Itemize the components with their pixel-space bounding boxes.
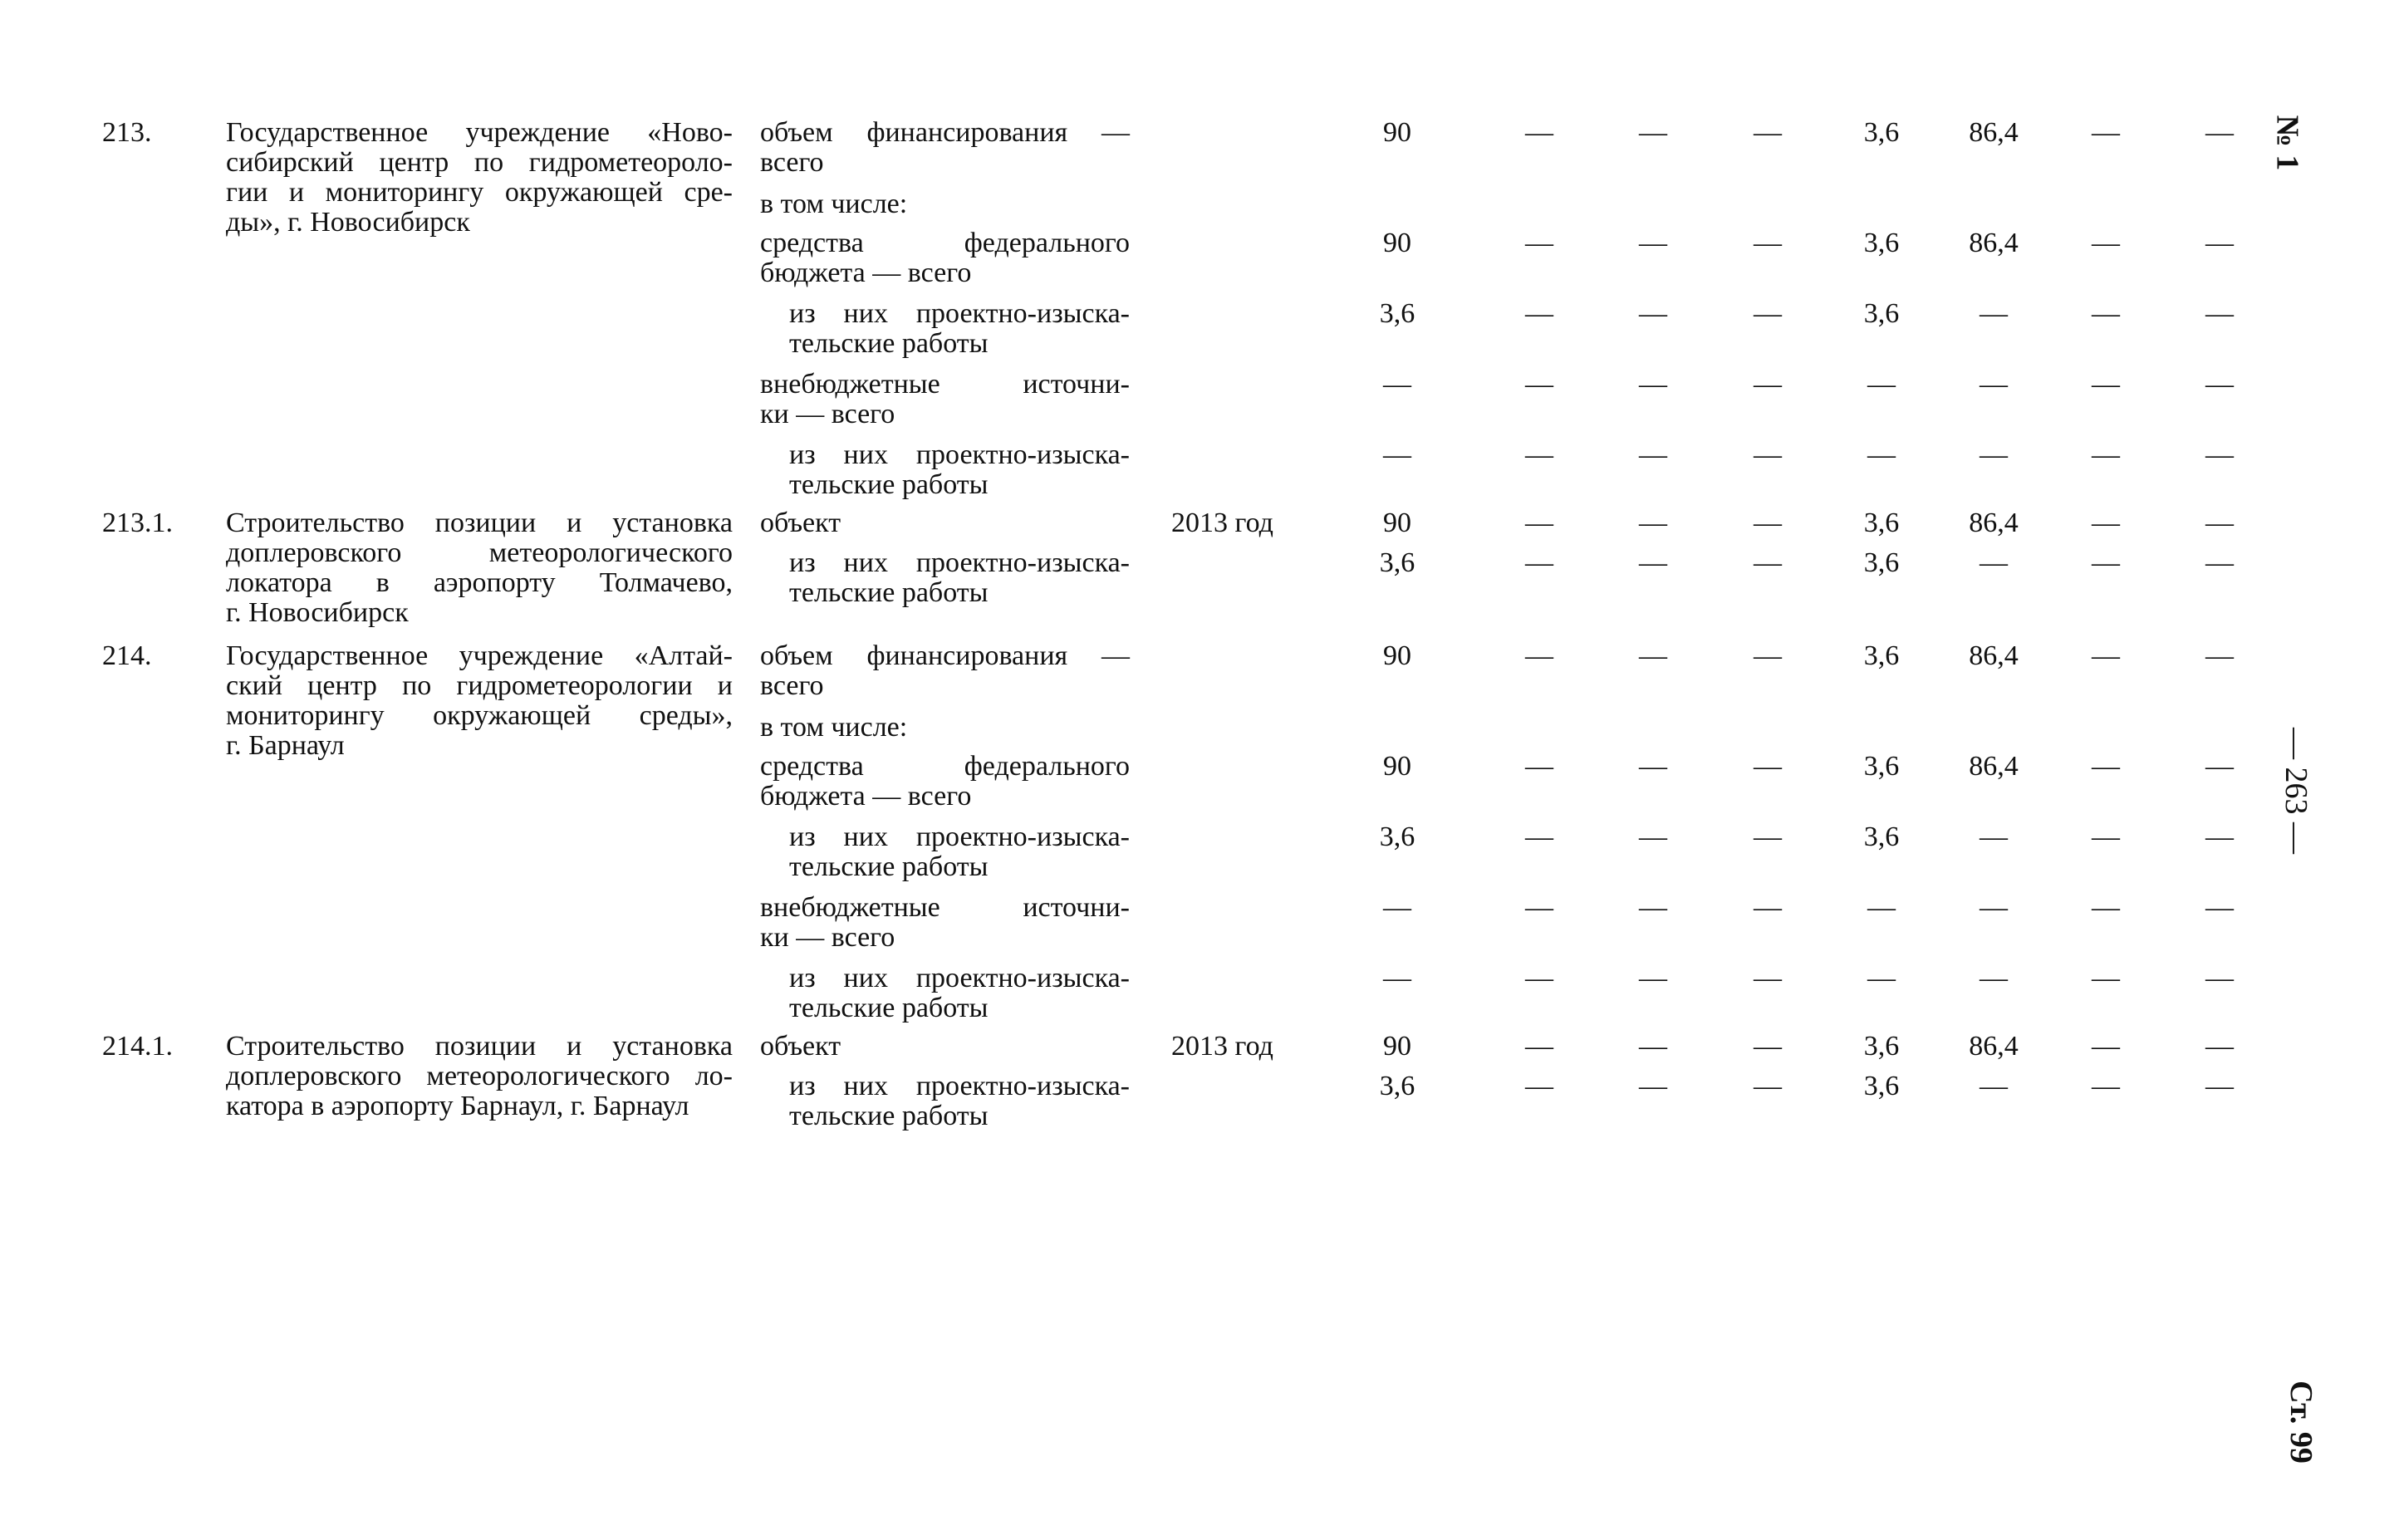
value-cell: — bbox=[1639, 1071, 1667, 1101]
indicator-label-line: объем финансирования — bbox=[760, 117, 1130, 148]
value-cell: — bbox=[2092, 369, 2120, 400]
value-cell: 86,4 bbox=[1969, 1031, 2019, 1062]
value-cell: 3,6 bbox=[1863, 1071, 1900, 1101]
value-cell: — bbox=[2092, 751, 2120, 782]
value-cell: — bbox=[2205, 963, 2234, 993]
organization-name-line: Строительство позиции и установка bbox=[226, 508, 733, 538]
value-cell: — bbox=[1639, 369, 1667, 400]
value-cell: — bbox=[1639, 1031, 1667, 1062]
indicator-label-line: тельские работы bbox=[789, 1101, 989, 1131]
value-cell: — bbox=[2205, 228, 2234, 258]
value-cell: — bbox=[1754, 117, 1782, 148]
value-cell: 3,6 bbox=[1379, 547, 1415, 578]
value-cell: — bbox=[1525, 547, 1553, 578]
value-cell: — bbox=[1980, 547, 2008, 578]
value-cell: — bbox=[2205, 117, 2234, 148]
row-number: 213. bbox=[102, 117, 152, 148]
value-cell: — bbox=[1980, 369, 2008, 400]
value-cell: — bbox=[2092, 117, 2120, 148]
value-cell: 90 bbox=[1383, 508, 1411, 538]
value-cell: — bbox=[1639, 117, 1667, 148]
value-cell: — bbox=[1980, 298, 2008, 329]
article-number: Ст. 99 bbox=[2283, 1381, 2318, 1464]
value-cell: — bbox=[1383, 892, 1411, 923]
row-number: 214.1. bbox=[102, 1031, 173, 1062]
value-cell: — bbox=[2092, 228, 2120, 258]
value-cell: — bbox=[2205, 439, 2234, 470]
value-cell: 3,6 bbox=[1863, 117, 1900, 148]
indicator-label-line: из них проектно-изыска- bbox=[789, 298, 1130, 329]
indicator-label-line: всего bbox=[760, 670, 824, 701]
value-cell: — bbox=[1525, 640, 1553, 671]
indicator-label-line: из них проектно-изыска- bbox=[789, 1071, 1130, 1101]
value-cell: — bbox=[2205, 298, 2234, 329]
value-cell: 3,6 bbox=[1863, 751, 1900, 782]
value-cell: — bbox=[2092, 439, 2120, 470]
value-cell: — bbox=[1639, 508, 1667, 538]
value-cell: 3,6 bbox=[1379, 821, 1415, 852]
value-cell: 90 bbox=[1383, 228, 1411, 258]
value-cell: 3,6 bbox=[1863, 298, 1900, 329]
organization-name-line: локатора в аэропорту Толмачево, bbox=[226, 567, 733, 598]
organization-name-line: Государственное учреждение «Алтай- bbox=[226, 640, 733, 671]
indicator-label-line: ки — всего bbox=[760, 922, 895, 953]
value-cell: — bbox=[2205, 1071, 2234, 1101]
value-cell: — bbox=[1525, 117, 1553, 148]
value-cell: 3,6 bbox=[1379, 298, 1415, 329]
value-cell: — bbox=[1980, 892, 2008, 923]
value-cell: — bbox=[1525, 1031, 1553, 1062]
value-cell: 86,4 bbox=[1969, 640, 2019, 671]
value-cell: — bbox=[1754, 1071, 1782, 1101]
value-cell: — bbox=[2092, 298, 2120, 329]
organization-name-line: ский центр по гидрометеорологии и bbox=[226, 670, 733, 701]
value-cell: — bbox=[1639, 547, 1667, 578]
year-cell: 2013 год bbox=[1171, 508, 1273, 538]
value-cell: 3,6 bbox=[1863, 228, 1900, 258]
value-cell: — bbox=[1754, 821, 1782, 852]
indicator-label-line: внебюджетные источни- bbox=[760, 892, 1130, 923]
indicator-label-line: тельские работы bbox=[789, 328, 989, 359]
value-cell: — bbox=[2092, 821, 2120, 852]
value-cell: 3,6 bbox=[1863, 821, 1900, 852]
indicator-label-line: тельские работы bbox=[789, 469, 989, 500]
organization-name-line: катора в аэропорту Барнаул, г. Барнаул bbox=[226, 1091, 689, 1121]
value-cell: 90 bbox=[1383, 1031, 1411, 1062]
year-cell: 2013 год bbox=[1171, 1031, 1273, 1062]
value-cell: — bbox=[1754, 1031, 1782, 1062]
value-cell: — bbox=[1525, 508, 1553, 538]
value-cell: 86,4 bbox=[1969, 751, 2019, 782]
value-cell: 3,6 bbox=[1863, 1031, 1900, 1062]
value-cell: — bbox=[1867, 963, 1896, 993]
value-cell: — bbox=[1867, 369, 1896, 400]
organization-name-line: Строительство позиции и установка bbox=[226, 1031, 733, 1062]
value-cell: — bbox=[1639, 298, 1667, 329]
row-number: 214. bbox=[102, 640, 152, 671]
value-cell: — bbox=[1867, 439, 1896, 470]
value-cell: 90 bbox=[1383, 117, 1411, 148]
indicator-label-line: тельские работы bbox=[789, 993, 989, 1023]
value-cell: 3,6 bbox=[1863, 547, 1900, 578]
value-cell: — bbox=[2205, 892, 2234, 923]
value-cell: — bbox=[2205, 640, 2234, 671]
value-cell: — bbox=[2205, 821, 2234, 852]
indicator-label-line: из них проектно-изыска- bbox=[789, 439, 1130, 470]
value-cell: — bbox=[1980, 963, 2008, 993]
indicator-label-line: ки — всего bbox=[760, 399, 895, 429]
value-cell: — bbox=[1980, 1071, 2008, 1101]
issue-number: № 1 bbox=[2269, 115, 2305, 171]
value-cell: — bbox=[1383, 963, 1411, 993]
organization-name-line: доплеровского метеорологического ло- bbox=[226, 1061, 733, 1091]
value-cell: 90 bbox=[1383, 640, 1411, 671]
value-cell: — bbox=[1754, 439, 1782, 470]
value-cell: — bbox=[2205, 751, 2234, 782]
value-cell: — bbox=[1525, 963, 1553, 993]
value-cell: — bbox=[1980, 439, 2008, 470]
value-cell: — bbox=[1525, 751, 1553, 782]
indicator-label-line: тельские работы bbox=[789, 577, 989, 608]
value-cell: — bbox=[2092, 547, 2120, 578]
value-cell: — bbox=[1754, 963, 1782, 993]
value-cell: 3,6 bbox=[1379, 1071, 1415, 1101]
organization-name-line: г. Новосибирск bbox=[226, 597, 409, 628]
value-cell: — bbox=[1525, 369, 1553, 400]
value-cell: — bbox=[1754, 298, 1782, 329]
indicator-label-line: в том числе: bbox=[760, 712, 908, 743]
value-cell: — bbox=[1525, 892, 1553, 923]
value-cell: — bbox=[2092, 963, 2120, 993]
value-cell: — bbox=[1754, 547, 1782, 578]
value-cell: — bbox=[2092, 1031, 2120, 1062]
indicator-label-line: бюджета — всего bbox=[760, 781, 972, 812]
indicator-label-line: объем финансирования — bbox=[760, 640, 1130, 671]
organization-name-line: Государственное учреждение «Ново- bbox=[226, 117, 733, 148]
value-cell: — bbox=[1525, 298, 1553, 329]
value-cell: — bbox=[1867, 892, 1896, 923]
page-number: — 263 — bbox=[2279, 728, 2313, 854]
row-number: 213.1. bbox=[102, 508, 173, 538]
organization-name-line: доплеровского метеорологического bbox=[226, 537, 733, 568]
value-cell: — bbox=[1639, 439, 1667, 470]
value-cell: — bbox=[1639, 640, 1667, 671]
indicator-label-line: тельские работы bbox=[789, 851, 989, 882]
value-cell: — bbox=[2092, 892, 2120, 923]
value-cell: — bbox=[1754, 892, 1782, 923]
organization-name-line: ды», г. Новосибирск bbox=[226, 207, 470, 238]
organization-name-line: гии и мониторингу окружающей сре- bbox=[226, 177, 733, 208]
indicator-label-line: бюджета — всего bbox=[760, 257, 972, 288]
value-cell: — bbox=[1525, 821, 1553, 852]
indicator-label-line: в том числе: bbox=[760, 189, 908, 219]
value-cell: — bbox=[1639, 963, 1667, 993]
value-cell: — bbox=[1383, 439, 1411, 470]
indicator-label-line: из них проектно-изыска- bbox=[789, 547, 1130, 578]
value-cell: 86,4 bbox=[1969, 508, 2019, 538]
value-cell: — bbox=[2205, 1031, 2234, 1062]
value-cell: — bbox=[1383, 369, 1411, 400]
value-cell: — bbox=[2205, 508, 2234, 538]
value-cell: — bbox=[1980, 821, 2008, 852]
value-cell: 3,6 bbox=[1863, 640, 1900, 671]
value-cell: 90 bbox=[1383, 751, 1411, 782]
value-cell: — bbox=[1639, 821, 1667, 852]
indicator-label-line: из них проектно-изыска- bbox=[789, 821, 1130, 852]
value-cell: — bbox=[1754, 369, 1782, 400]
indicator-label-line: объект bbox=[760, 1031, 841, 1062]
indicator-label-line: средства федерального bbox=[760, 751, 1130, 782]
value-cell: — bbox=[1639, 228, 1667, 258]
value-cell: — bbox=[2092, 508, 2120, 538]
value-cell: — bbox=[1639, 892, 1667, 923]
value-cell: — bbox=[1525, 1071, 1553, 1101]
organization-name-line: мониторингу окружающей среды», bbox=[226, 700, 733, 731]
value-cell: — bbox=[1754, 228, 1782, 258]
value-cell: — bbox=[2205, 547, 2234, 578]
indicator-label-line: из них проектно-изыска- bbox=[789, 963, 1130, 993]
value-cell: — bbox=[1754, 751, 1782, 782]
value-cell: 86,4 bbox=[1969, 228, 2019, 258]
value-cell: 3,6 bbox=[1863, 508, 1900, 538]
value-cell: — bbox=[1754, 508, 1782, 538]
indicator-label-line: объект bbox=[760, 508, 841, 538]
value-cell: — bbox=[1754, 640, 1782, 671]
value-cell: — bbox=[2092, 640, 2120, 671]
indicator-label-line: внебюджетные источни- bbox=[760, 369, 1130, 400]
value-cell: — bbox=[1525, 439, 1553, 470]
value-cell: — bbox=[1525, 228, 1553, 258]
organization-name-line: г. Барнаул bbox=[226, 730, 345, 761]
value-cell: — bbox=[1639, 751, 1667, 782]
indicator-label-line: всего bbox=[760, 147, 824, 178]
value-cell: 86,4 bbox=[1969, 117, 2019, 148]
organization-name-line: сибирский центр по гидрометеороло- bbox=[226, 147, 733, 178]
value-cell: — bbox=[2092, 1071, 2120, 1101]
indicator-label-line: средства федерального bbox=[760, 228, 1130, 258]
value-cell: — bbox=[2205, 369, 2234, 400]
